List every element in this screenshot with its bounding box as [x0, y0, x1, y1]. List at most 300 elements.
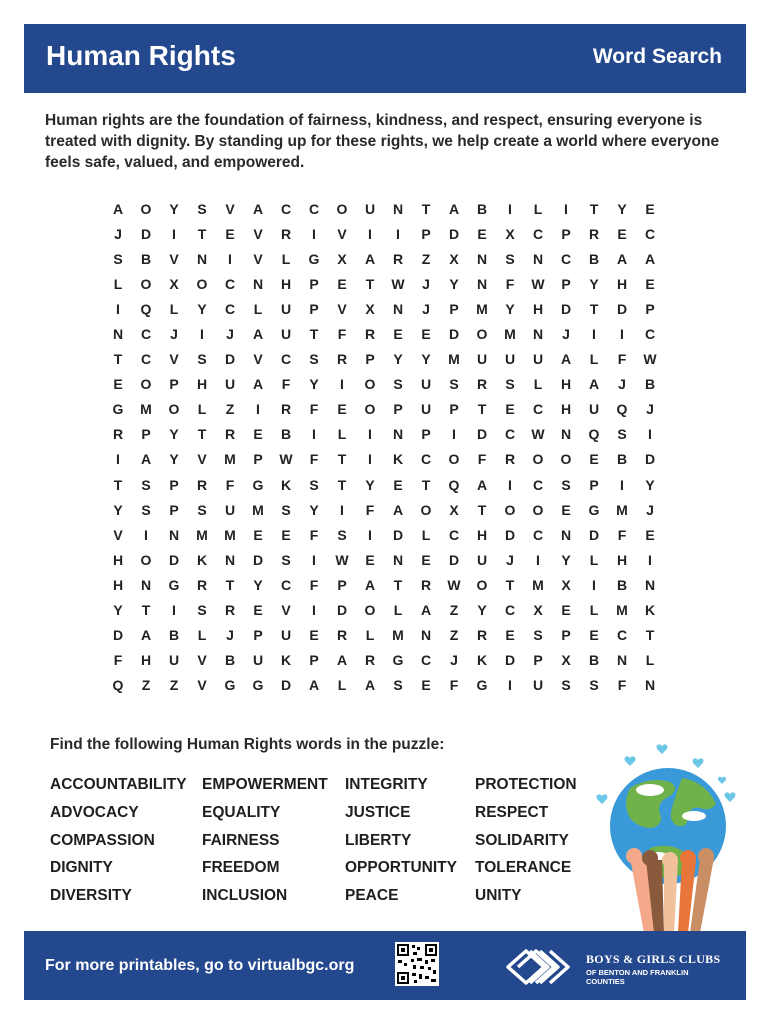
grid-letter: A: [420, 602, 432, 619]
grid-letter: D: [616, 300, 628, 317]
grid-letter: N: [532, 250, 544, 267]
grid-letter: Y: [309, 376, 319, 393]
grid-letter: M: [392, 627, 404, 644]
word-item: ACCOUNTABILITY: [50, 776, 187, 793]
grid-row: [104, 623, 664, 648]
grid-letter: P: [169, 476, 179, 493]
grid-letter: J: [226, 627, 234, 644]
word-item: EMPOWERMENT: [202, 776, 328, 793]
grid-letter: F: [309, 401, 319, 418]
grid-letter: A: [364, 250, 376, 267]
grid-letter: L: [169, 300, 179, 317]
grid-row: [104, 196, 664, 221]
grid-letter: I: [396, 225, 400, 242]
grid-letter: K: [476, 652, 488, 669]
grid-row: [104, 296, 664, 321]
grid-letter: R: [196, 476, 208, 493]
grid-letter: S: [113, 250, 123, 267]
grid-letter: A: [616, 250, 628, 267]
grid-letter: I: [648, 426, 652, 443]
grid-letter: E: [365, 551, 375, 568]
grid-letter: S: [561, 677, 571, 694]
grid-letter: T: [505, 576, 515, 593]
grid-letter: C: [644, 225, 656, 242]
grid-letter: C: [420, 451, 432, 468]
word-item: FAIRNESS: [202, 831, 280, 849]
grid-letter: V: [253, 225, 263, 242]
word-item: UNITY: [475, 887, 522, 905]
grid-letter: Y: [169, 200, 179, 217]
grid-letter: V: [197, 652, 207, 669]
grid-letter: R: [280, 225, 292, 242]
grid-letter: T: [421, 200, 431, 217]
grid-letter: E: [309, 627, 319, 644]
grid-letter: R: [224, 602, 236, 619]
grid-letter: G: [476, 677, 488, 694]
word-item: SOLIDARITY: [475, 831, 569, 849]
grid-letter: S: [309, 351, 319, 368]
grid-letter: E: [253, 426, 263, 443]
grid-letter: I: [312, 551, 316, 568]
grid-letter: Y: [197, 300, 207, 317]
grid-letter: I: [508, 476, 512, 493]
grid-letter: E: [561, 602, 571, 619]
grid-letter: E: [421, 551, 431, 568]
grid-letter: B: [588, 250, 600, 267]
grid-letter: S: [337, 526, 347, 543]
grid-letter: G: [224, 677, 236, 694]
grid-letter: C: [532, 526, 544, 543]
grid-letter: L: [281, 250, 291, 267]
grid-letter: R: [364, 652, 376, 669]
grid-letter: N: [140, 576, 152, 593]
grid-letter: X: [533, 602, 543, 619]
grid-letter: T: [337, 476, 347, 493]
grid-letter: U: [504, 351, 516, 368]
grid-letter: O: [364, 401, 376, 418]
grid-letter: F: [617, 351, 627, 368]
grid-letter: L: [337, 426, 347, 443]
grid-letter: H: [280, 275, 292, 292]
grid-letter: G: [112, 401, 124, 418]
grid-letter: E: [113, 376, 123, 393]
grid-row: [104, 372, 664, 397]
grid-letter: P: [253, 451, 263, 468]
grid-letter: M: [140, 401, 152, 418]
grid-letter: P: [309, 300, 319, 317]
grid-letter: Y: [505, 300, 515, 317]
grid-letter: O: [140, 275, 152, 292]
grid-letter: I: [116, 451, 120, 468]
grid-letter: Y: [589, 275, 599, 292]
word-item: INCLUSION: [202, 887, 288, 905]
grid-letter: P: [589, 476, 599, 493]
grid-letter: U: [280, 300, 292, 317]
grid-letter: H: [616, 551, 628, 568]
grid-letter: P: [421, 426, 431, 443]
grid-letter: N: [420, 627, 432, 644]
grid-letter: O: [476, 576, 488, 593]
page-footer: [24, 931, 746, 1000]
grid-letter: I: [368, 426, 372, 443]
grid-letter: H: [112, 551, 124, 568]
grid-letter: C: [644, 326, 656, 343]
grid-letter: N: [644, 677, 656, 694]
grid-letter: J: [170, 326, 178, 343]
grid-letter: S: [505, 376, 515, 393]
grid-letter: J: [506, 551, 514, 568]
grid-letter: I: [592, 576, 596, 593]
grid-letter: N: [476, 275, 488, 292]
grid-letter: I: [340, 376, 344, 393]
grid-letter: N: [392, 426, 404, 443]
grid-letter: C: [616, 627, 628, 644]
grid-letter: I: [144, 526, 148, 543]
word-item: LIBERTY: [345, 831, 412, 849]
grid-letter: N: [616, 652, 628, 669]
grid-letter: M: [616, 501, 628, 518]
grid-letter: K: [196, 551, 208, 568]
grid-letter: S: [197, 602, 207, 619]
grid-letter: Y: [449, 275, 459, 292]
grid-letter: N: [168, 526, 180, 543]
grid-letter: N: [532, 326, 544, 343]
grid-letter: P: [337, 576, 347, 593]
grid-letter: Y: [113, 602, 123, 619]
word-item: DIVERSITY: [50, 887, 132, 905]
grid-letter: P: [393, 401, 403, 418]
grid-letter: P: [365, 351, 375, 368]
grid-row: [104, 321, 664, 346]
grid-letter: E: [561, 501, 571, 518]
grid-letter: O: [476, 326, 488, 343]
grid-letter: I: [368, 225, 372, 242]
word-list-column-3: [345, 776, 457, 915]
grid-letter: I: [508, 200, 512, 217]
grid-letter: V: [337, 225, 347, 242]
grid-letter: J: [646, 401, 654, 418]
grid-letter: U: [588, 401, 600, 418]
grid-letter: Y: [477, 602, 487, 619]
grid-row: [104, 347, 664, 372]
grid-letter: K: [644, 602, 656, 619]
word-item: RESPECT: [475, 803, 549, 821]
grid-letter: D: [224, 351, 236, 368]
grid-letter: P: [309, 652, 319, 669]
grid-letter: A: [560, 351, 572, 368]
grid-letter: P: [561, 627, 571, 644]
grid-letter: U: [280, 326, 292, 343]
grid-letter: D: [588, 526, 600, 543]
grid-letter: E: [617, 225, 627, 242]
grid-letter: U: [532, 351, 544, 368]
grid-letter: Y: [645, 476, 655, 493]
word-search-grid: [104, 196, 664, 698]
grid-letter: E: [505, 401, 515, 418]
grid-letter: C: [140, 326, 152, 343]
grid-letter: G: [252, 677, 264, 694]
grid-letter: G: [588, 501, 600, 518]
grid-letter: L: [337, 677, 347, 694]
grid-letter: L: [113, 275, 123, 292]
grid-letter: V: [253, 250, 263, 267]
grid-letter: I: [312, 602, 316, 619]
grid-letter: L: [421, 526, 431, 543]
grid-letter: E: [253, 602, 263, 619]
grid-letter: N: [392, 551, 404, 568]
grid-letter: D: [392, 526, 404, 543]
grid-row: [104, 221, 664, 246]
grid-letter: M: [504, 326, 516, 343]
grid-letter: C: [140, 351, 152, 368]
grid-letter: H: [112, 576, 124, 593]
grid-letter: I: [620, 326, 624, 343]
grid-letter: L: [253, 300, 263, 317]
grid-letter: C: [532, 476, 544, 493]
grid-letter: L: [589, 351, 599, 368]
grid-letter: I: [172, 225, 176, 242]
grid-letter: N: [196, 250, 208, 267]
grid-row: [104, 422, 664, 447]
grid-letter: C: [308, 200, 320, 217]
grid-letter: D: [448, 225, 460, 242]
grid-letter: J: [646, 501, 654, 518]
grid-letter: W: [531, 426, 545, 443]
grid-letter: S: [561, 476, 571, 493]
word-item: TOLERANCE: [475, 859, 572, 877]
grid-letter: T: [337, 451, 347, 468]
grid-letter: E: [477, 225, 487, 242]
grid-letter: C: [420, 652, 432, 669]
grid-letter: O: [336, 200, 348, 217]
grid-letter: U: [364, 200, 376, 217]
grid-letter: P: [253, 627, 263, 644]
grid-letter: J: [422, 300, 430, 317]
grid-letter: N: [644, 576, 656, 593]
grid-letter: S: [533, 627, 543, 644]
grid-letter: A: [252, 200, 264, 217]
grid-letter: G: [252, 476, 264, 493]
grid-letter: P: [449, 401, 459, 418]
grid-letter: C: [560, 250, 572, 267]
grid-letter: X: [449, 250, 459, 267]
grid-letter: F: [477, 451, 487, 468]
grid-letter: T: [589, 300, 599, 317]
grid-letter: E: [281, 526, 291, 543]
grid-letter: R: [476, 376, 488, 393]
grid-letter: E: [337, 401, 347, 418]
grid-letter: H: [476, 526, 488, 543]
grid-letter: O: [448, 451, 460, 468]
grid-letter: R: [504, 451, 516, 468]
grid-letter: Y: [253, 576, 263, 593]
grid-letter: R: [420, 576, 432, 593]
grid-letter: E: [225, 225, 235, 242]
grid-letter: D: [504, 526, 516, 543]
grid-letter: Y: [169, 426, 179, 443]
grid-letter: V: [337, 300, 347, 317]
grid-letter: V: [253, 351, 263, 368]
grid-letter: I: [200, 326, 204, 343]
word-item: JUSTICE: [345, 803, 411, 821]
grid-letter: H: [560, 376, 572, 393]
word-list-column-1: [50, 776, 187, 915]
grid-letter: Q: [448, 476, 460, 493]
printables-link-text[interactable]: For more printables, go to virtualbgc.org: [45, 957, 355, 974]
grid-letter: O: [420, 501, 432, 518]
grid-letter: O: [560, 451, 572, 468]
grid-letter: O: [504, 501, 516, 518]
boys-girls-clubs-logo-icon: [504, 945, 580, 987]
grid-letter: A: [644, 250, 656, 267]
word-item: FREEDOM: [202, 859, 280, 877]
grid-letter: T: [225, 576, 235, 593]
grid-letter: O: [364, 376, 376, 393]
grid-letter: Q: [616, 401, 628, 418]
grid-letter: I: [312, 225, 316, 242]
grid-letter: O: [532, 451, 544, 468]
grid-letter: A: [588, 376, 600, 393]
grid-letter: U: [420, 376, 432, 393]
grid-letter: V: [281, 602, 291, 619]
grid-letter: F: [113, 652, 123, 669]
grid-letter: Z: [169, 677, 179, 694]
grid-letter: J: [562, 326, 570, 343]
grid-letter: S: [141, 476, 151, 493]
grid-letter: I: [452, 426, 456, 443]
grid-letter: U: [476, 351, 488, 368]
grid-letter: O: [140, 551, 152, 568]
grid-letter: A: [252, 326, 264, 343]
grid-letter: E: [589, 627, 599, 644]
grid-letter: B: [224, 652, 236, 669]
grid-row: [104, 572, 664, 597]
grid-letter: C: [448, 526, 460, 543]
grid-letter: X: [449, 501, 459, 518]
grid-letter: E: [421, 677, 431, 694]
grid-letter: T: [477, 501, 487, 518]
grid-letter: F: [617, 526, 627, 543]
grid-letter: J: [114, 225, 122, 242]
grid-letter: A: [364, 576, 376, 593]
grid-letter: O: [168, 401, 180, 418]
grid-letter: A: [140, 627, 152, 644]
page-header: [24, 24, 746, 93]
grid-letter: R: [476, 627, 488, 644]
grid-letter: N: [392, 300, 404, 317]
grid-letter: S: [393, 677, 403, 694]
grid-letter: L: [589, 551, 599, 568]
grid-letter: Z: [141, 677, 151, 694]
grid-letter: C: [280, 200, 292, 217]
grid-letter: N: [392, 200, 404, 217]
grid-letter: K: [280, 652, 292, 669]
grid-letter: I: [228, 250, 232, 267]
grid-letter: D: [112, 627, 124, 644]
grid-letter: P: [421, 225, 431, 242]
grid-letter: G: [392, 652, 404, 669]
grid-letter: I: [592, 326, 596, 343]
grid-letter: D: [504, 652, 516, 669]
word-item: ADVOCACY: [50, 803, 139, 821]
grid-letter: Y: [113, 501, 123, 518]
grid-letter: B: [644, 376, 656, 393]
grid-letter: I: [172, 602, 176, 619]
grid-letter: I: [620, 476, 624, 493]
grid-letter: N: [224, 551, 236, 568]
grid-letter: E: [393, 326, 403, 343]
grid-letter: T: [477, 401, 487, 418]
grid-letter: D: [560, 300, 572, 317]
grid-letter: O: [532, 501, 544, 518]
grid-letter: O: [140, 376, 152, 393]
grid-letter: I: [508, 677, 512, 694]
grid-letter: U: [252, 652, 264, 669]
grid-letter: C: [224, 300, 236, 317]
grid-letter: E: [505, 627, 515, 644]
grid-letter: N: [112, 326, 124, 343]
grid-letter: S: [505, 250, 515, 267]
grid-letter: P: [645, 300, 655, 317]
grid-letter: S: [617, 426, 627, 443]
grid-letter: S: [197, 200, 207, 217]
grid-letter: T: [645, 627, 655, 644]
grid-letter: H: [616, 275, 628, 292]
grid-letter: X: [561, 576, 571, 593]
grid-letter: B: [616, 451, 628, 468]
grid-letter: C: [280, 351, 292, 368]
grid-letter: S: [393, 376, 403, 393]
word-item: EQUALITY: [202, 803, 281, 821]
grid-letter: T: [197, 426, 207, 443]
grid-letter: R: [364, 326, 376, 343]
grid-letter: V: [169, 351, 179, 368]
grid-letter: S: [281, 501, 291, 518]
grid-letter: H: [560, 401, 572, 418]
grid-letter: C: [532, 401, 544, 418]
grid-letter: B: [616, 576, 628, 593]
grid-letter: I: [368, 451, 372, 468]
grid-letter: A: [392, 501, 404, 518]
grid-row: [104, 648, 664, 673]
grid-letter: I: [256, 401, 260, 418]
grid-row: [104, 522, 664, 547]
grid-letter: O: [140, 200, 152, 217]
grid-letter: X: [337, 250, 347, 267]
qr-code-icon[interactable]: [395, 942, 439, 986]
grid-letter: V: [225, 200, 235, 217]
grid-letter: I: [648, 551, 652, 568]
grid-letter: Z: [225, 401, 235, 418]
grid-letter: F: [365, 501, 375, 518]
grid-letter: Z: [449, 627, 459, 644]
grid-letter: U: [420, 401, 432, 418]
grid-letter: T: [113, 351, 123, 368]
grid-letter: R: [588, 225, 600, 242]
globe-hands-illustration-icon: [590, 738, 740, 933]
grid-letter: I: [340, 501, 344, 518]
grid-letter: R: [224, 426, 236, 443]
grid-row: [104, 598, 664, 623]
grid-letter: D: [476, 426, 488, 443]
grid-letter: I: [312, 426, 316, 443]
grid-letter: L: [533, 376, 543, 393]
grid-letter: E: [253, 526, 263, 543]
grid-letter: P: [141, 426, 151, 443]
grid-letter: K: [280, 476, 292, 493]
grid-letter: Z: [449, 602, 459, 619]
grid-letter: A: [140, 451, 152, 468]
